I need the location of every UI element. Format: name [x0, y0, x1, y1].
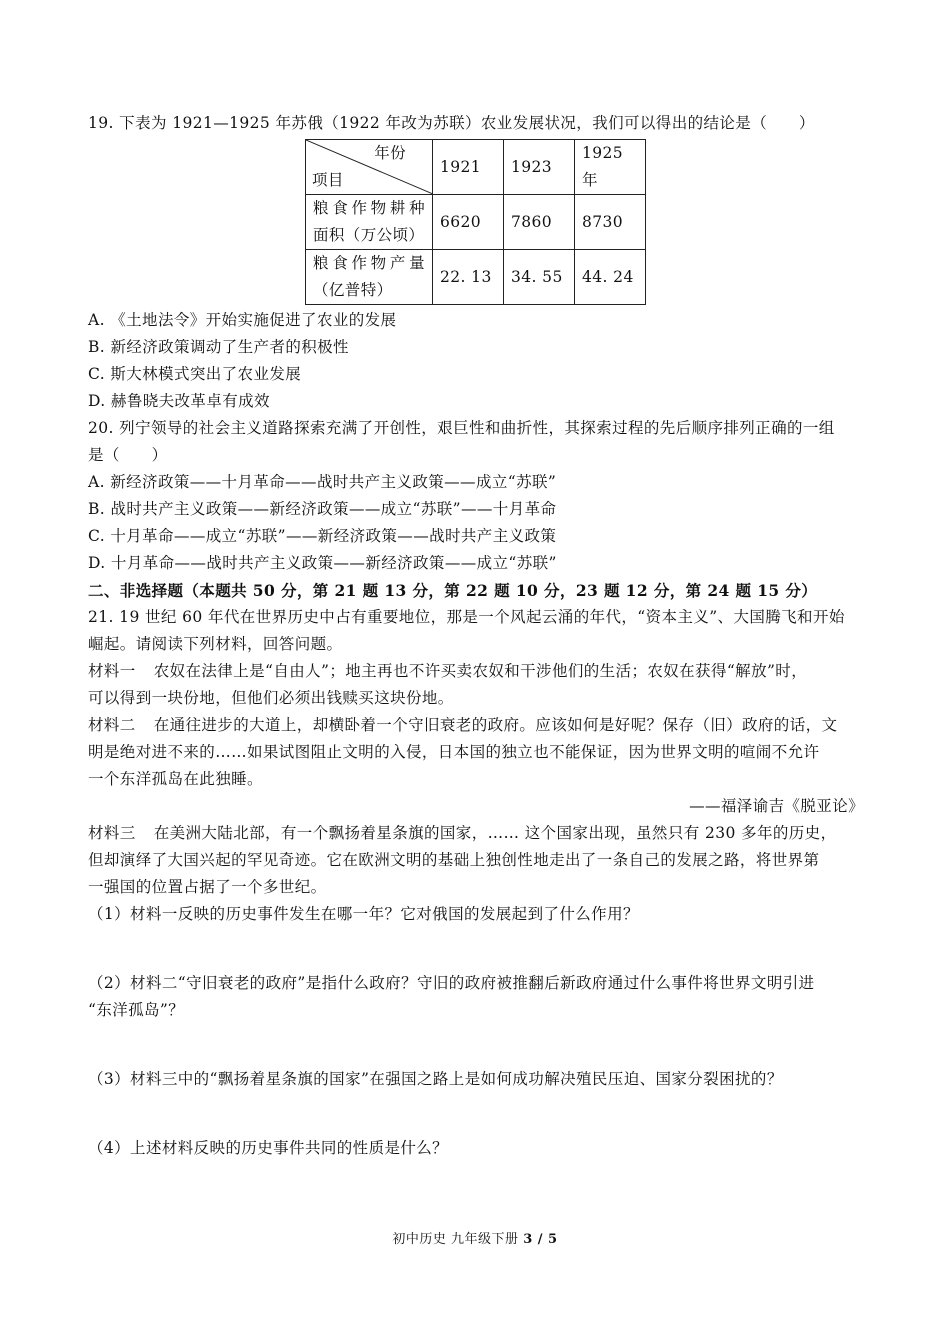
table-cell: 6620 — [433, 195, 504, 250]
material-2 — [88, 712, 864, 739]
sub-question-2-cont: “东洋孤岛”？ — [88, 1001, 185, 1019]
row-header — [306, 250, 433, 305]
row-header-line: 面积（万公顷） — [313, 226, 425, 244]
page-number: 3 / 5 — [523, 1232, 558, 1247]
answer-space — [88, 1093, 864, 1135]
sub-question-2: （2）材料二“守旧衰老的政府”是指什么政府？守旧的政府被推翻后新政府通过什么事件将世界文明引进 — [88, 974, 815, 992]
material-3-title: 材料三 — [88, 824, 136, 842]
q19-table — [305, 139, 646, 305]
material-1-text-cont: 可以得到一块份地，但他们必须出钱赎买这块份地。 — [88, 689, 454, 707]
exam-page — [88, 110, 864, 1162]
q20-option-a: A. 新经济政策——十月革命——战时共产主义政策——成立“苏联” — [88, 473, 557, 491]
material-2-title: 材料二 — [88, 716, 136, 734]
q20-option-b: B. 战时共产主义政策——新经济政策——成立“苏联”——十月革命 — [88, 500, 557, 518]
q19-stem: 19. 下表为 1921—1925 年苏俄（1922 年改为苏联）农业发展状况，我们可以得出的结论是（ ） — [88, 114, 815, 132]
table-cell: 7860 — [504, 195, 575, 250]
table-cell: 44. 24 — [575, 250, 646, 305]
material-2-text-cont: 明是绝对进不来的……如果试图阻止文明的入侵，日本国的独立也不能保证，因为世界文明的喧闹不允许 — [88, 743, 820, 761]
q21-intro-cont: 崛起。请阅读下列材料，回答问题。 — [88, 635, 343, 653]
row-header — [306, 195, 433, 250]
q19-option-d: D. 赫鲁晓夫改革卓有成效 — [88, 392, 270, 410]
material-3 — [88, 820, 864, 847]
page-footer — [0, 1228, 950, 1247]
material-3-text: 在美洲大陆北部，有一个飘扬着星条旗的国家，…… 这个国家出现，虽然只有 230 多年的历史， — [153, 824, 837, 842]
footer-label: 初中历史 九年级下册 — [392, 1232, 519, 1247]
corner-year-label: 年份 — [374, 144, 406, 162]
material-1 — [88, 658, 864, 685]
answer-space — [88, 1024, 864, 1066]
material-2-text-cont: 一个东洋孤岛在此独睡。 — [88, 770, 263, 788]
sub-question-3: （3）材料三中的“飘扬着星条旗的国家”在强国之路上是如何成功解决殖民压迫、国家分裂困扰的？ — [88, 1070, 783, 1088]
table-cell: 22. 13 — [433, 250, 504, 305]
material-2-text: 在通往进步的大道上，却横卧着一个守旧衰老的政府。应该如何是好呢？保存（旧）政府的话，文 — [153, 716, 838, 734]
answer-space — [88, 928, 864, 970]
q20-option-c: C. 十月革命——成立“苏联”——新经济政策——战时共产主义政策 — [88, 527, 557, 545]
material-1-title: 材料一 — [88, 662, 136, 680]
section-2-title: 二、非选择题（本题共 50 分，第 21 题 13 分，第 22 题 10 分，23 题 12 分，第 24 题 15 分） — [88, 581, 818, 600]
q20-stem-cont: 是（ ） — [88, 446, 168, 464]
year-header: 1925 年 — [575, 140, 646, 195]
table-corner-cell — [306, 140, 433, 195]
material-3-text-cont: 一强国的位置占据了一个多世纪。 — [88, 878, 327, 896]
q20-stem: 20. 列宁领导的社会主义道路探索充满了开创性，艰巨性和曲折性，其探索过程的先后顺序排列正确的一组 — [88, 419, 835, 437]
year-header: 1921 — [433, 140, 504, 195]
row-header-line: （亿普特） — [313, 281, 393, 299]
q19-option-b: B. 新经济政策调动了生产者的积极性 — [88, 338, 349, 356]
q19-option-a: A. 《土地法令》开始实施促进了农业的发展 — [88, 311, 397, 329]
corner-item-label: 项目 — [312, 171, 344, 189]
material-2-source: ——福泽谕吉《脱亚论》 — [689, 797, 864, 815]
sub-question-4: （4）上述材料反映的历史事件共同的性质是什么？ — [88, 1139, 449, 1157]
table-cell: 8730 — [575, 195, 646, 250]
row-header-line: 粮食作物产量 — [313, 254, 425, 272]
q19-option-c: C. 斯大林模式突出了农业发展 — [88, 365, 302, 383]
material-1-text: 农奴在法律上是“自由人”；地主再也不许买卖农奴和干涉他们的生活；农奴在获得“解放”时， — [153, 662, 808, 680]
q21-intro: 21. 19 世纪 60 年代在世界历史中占有重要地位，那是一个风起云涌的年代，“资本主义”、大国腾飞和开始 — [88, 608, 845, 626]
table-cell: 34. 55 — [504, 250, 575, 305]
year-header: 1923 — [504, 140, 575, 195]
material-3-text-cont: 但却演绎了大国兴起的罕见奇迹。它在欧洲文明的基础上独创性地走出了一条自己的发展之路，将世界第 — [88, 851, 820, 869]
sub-question-1: （1）材料一反映的历史事件发生在哪一年？它对俄国的发展起到了什么作用？ — [88, 905, 639, 923]
row-header-line: 粮食作物耕种 — [313, 199, 425, 217]
q20-option-d: D. 十月革命——战时共产主义政策——新经济政策——成立“苏联” — [88, 554, 557, 572]
